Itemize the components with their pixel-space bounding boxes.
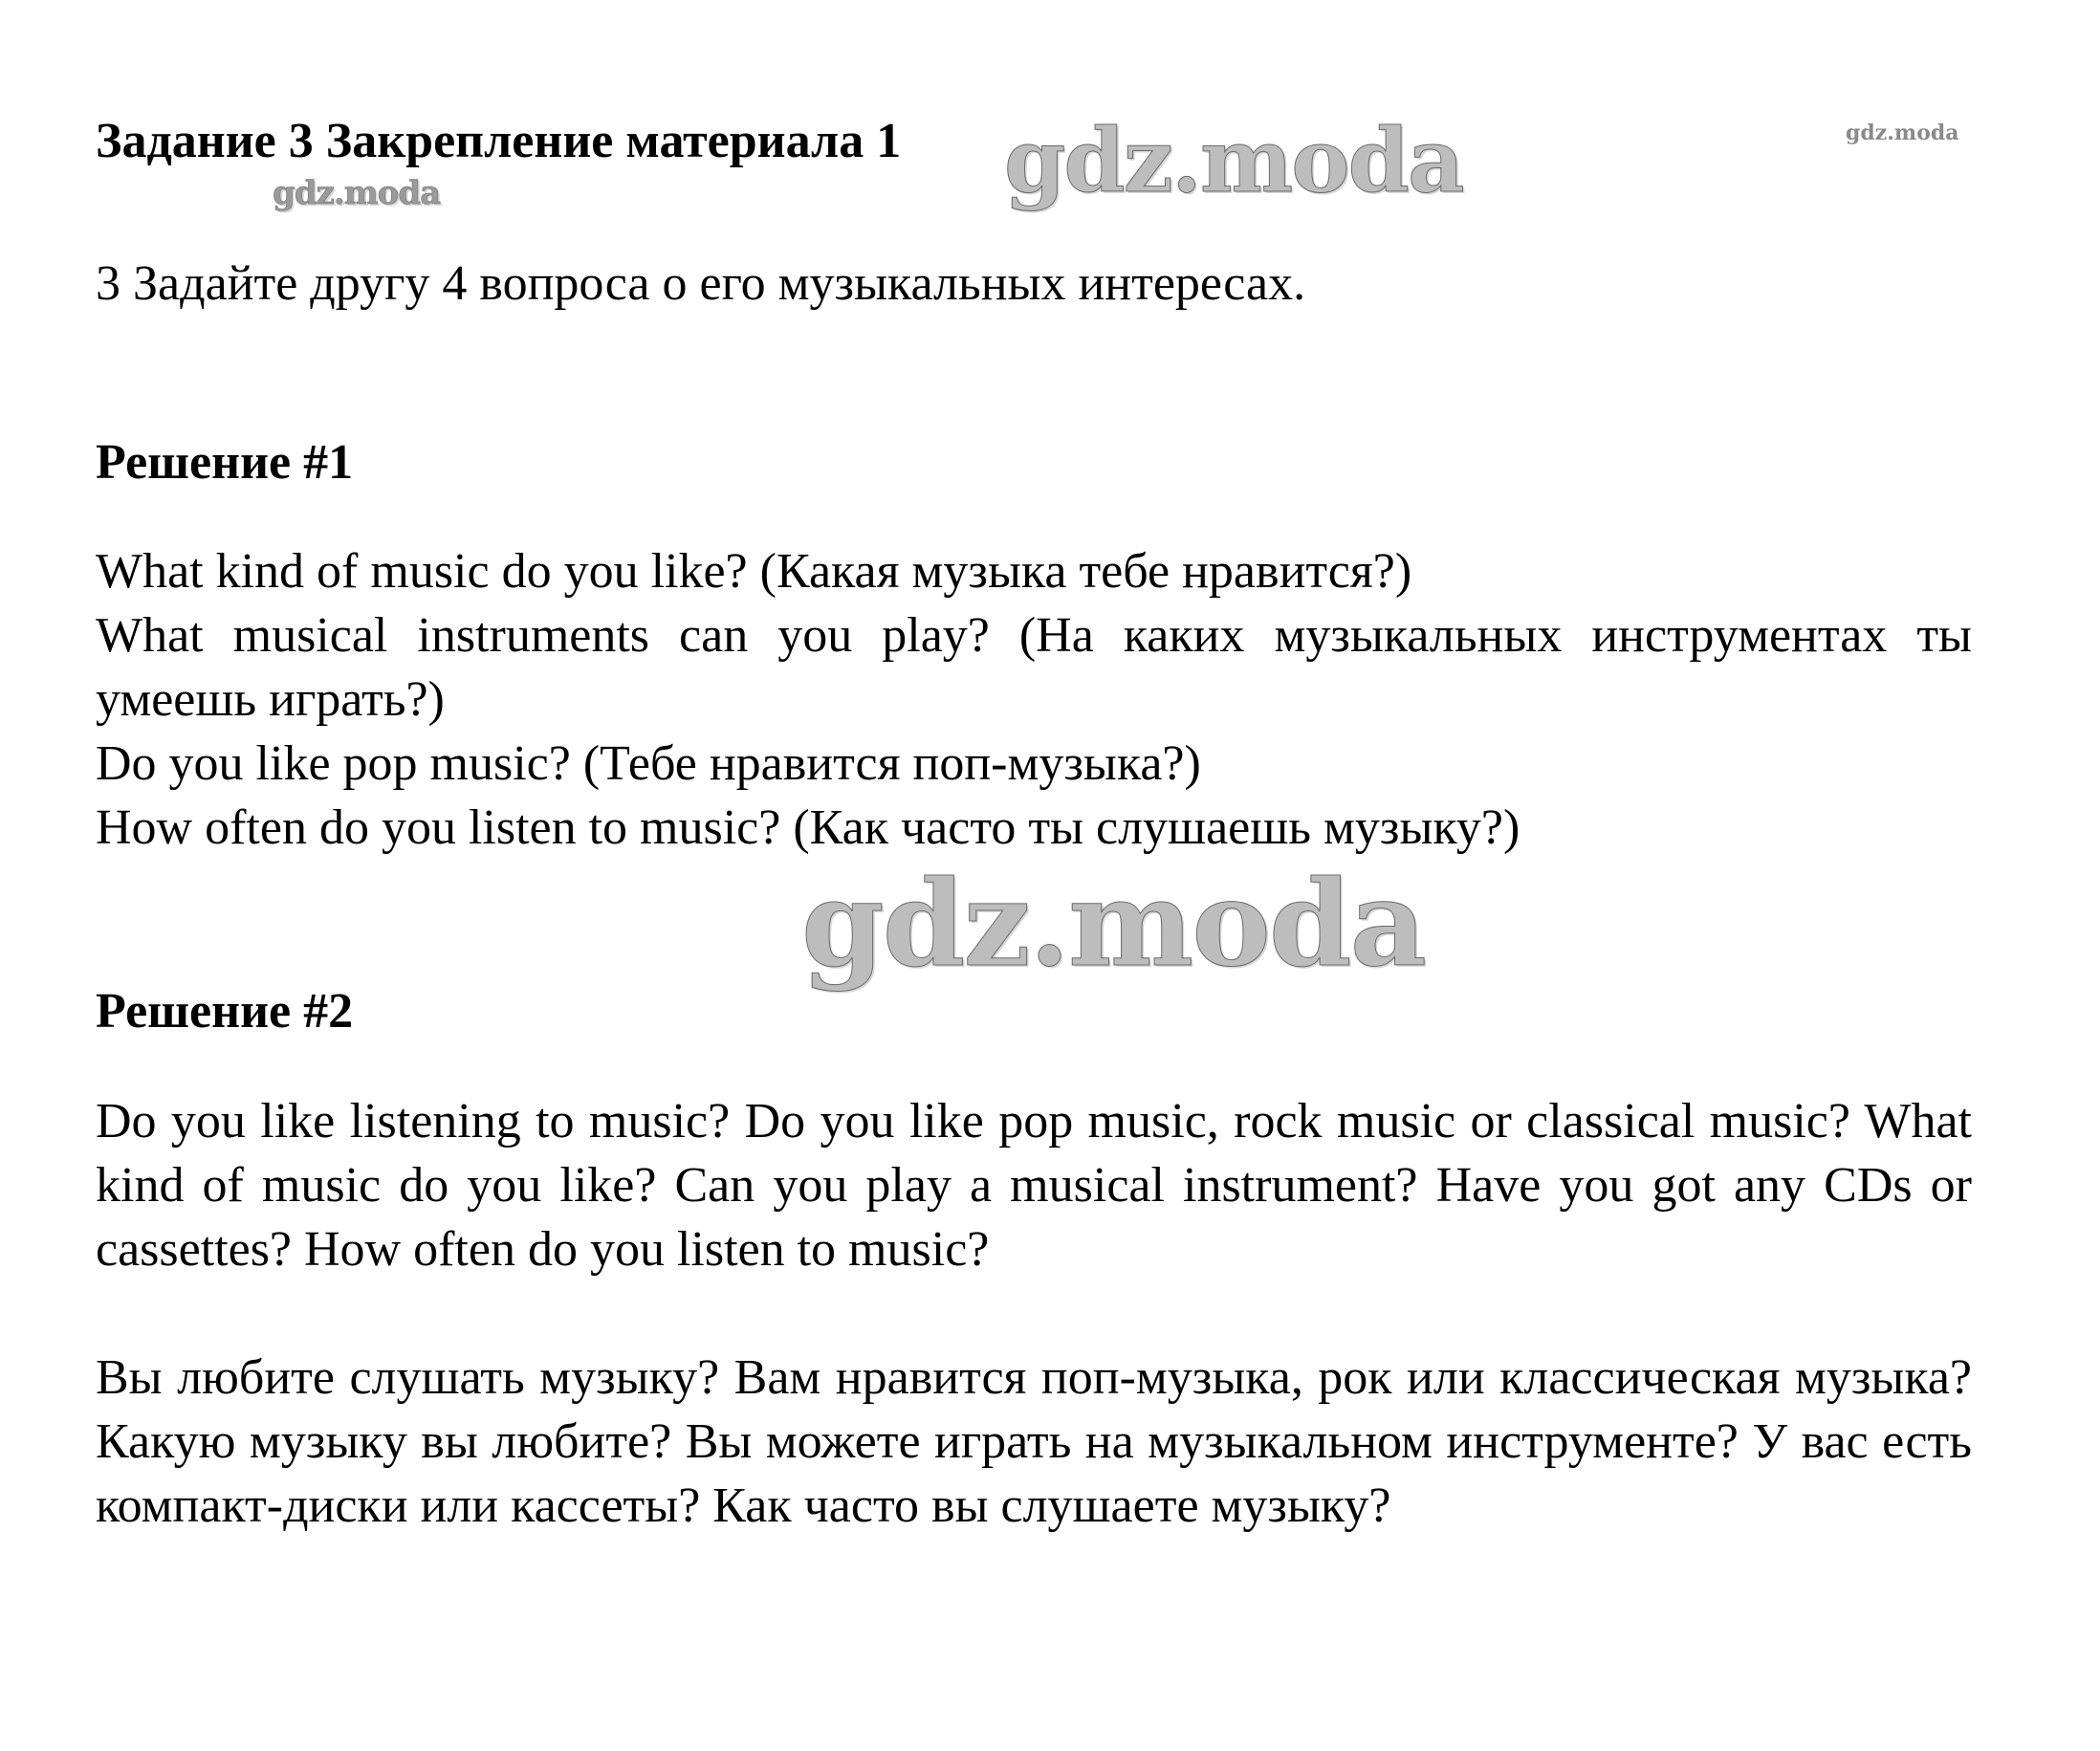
solution-2-english-paragraph: Do you like listening to music? Do you like pop music, rock music or classical music? What kind of music do you like? Can you play a musical instrument? Have you got any CDs or cassettes? How often do you listen to music? (96, 1094, 1972, 1277)
watermark-logo-corner: gdz.moda (1846, 120, 1959, 145)
solution-2-heading: Решение #2 (96, 984, 354, 1039)
solution-1-line: What kind of music do you like? (Какая музыка тебе нравится?) (96, 544, 1412, 599)
solution-2-russian-paragraph: Вы любите слушать музыку? Вам нравится поп-музыка, рок или классическая музыка? Какую музыку вы любите? Вы можете играть на музыкальном инструменте? У вас есть компакт-диски или кассеты? Как часто вы слушаете музыку? (96, 1350, 1972, 1533)
solution-1-body (96, 539, 1972, 860)
solution-1-line: How often do you listen to music? (Как часто ты слушаешь музыку?) (96, 800, 1520, 855)
solution-1-line: What musical instruments can you play? (На каких музыкальных инструментах ты умеешь играть?) (96, 608, 1972, 727)
page-title: Задание 3 Закрепление материала 1 (96, 114, 902, 168)
watermark-logo-small: gdz.moda (273, 174, 441, 212)
solution-1-heading: Решение #1 (96, 435, 354, 490)
task-text: 3 Задайте другу 4 вопроса о его музыкальных интересах. (96, 256, 1306, 311)
watermark-logo-middle: gdz.moda (801, 855, 1425, 994)
watermark-logo-top: gdz.moda (1004, 109, 1463, 212)
solution-1-line: Do you like pop music? (Тебе нравится поп-музыка?) (96, 736, 1201, 791)
